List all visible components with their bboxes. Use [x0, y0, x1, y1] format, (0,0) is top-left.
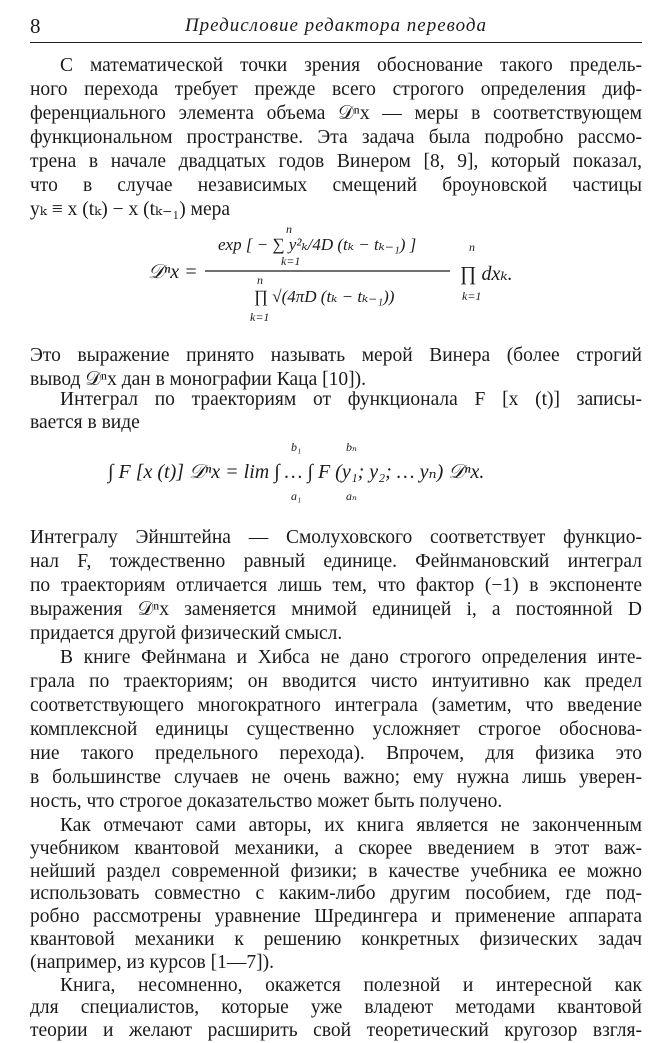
formula-integral: ∫ F [x (t)] 𝒟ⁿx = lim ∫ … ∫ F (y₁; y₂; … yₙ) 𝒟ⁿx.	[108, 461, 485, 483]
text-line: ференциального элемента объема 𝒟ⁿx — меры в соответствующем	[30, 103, 642, 124]
text-line: (например, из курсов [1—7]).	[30, 951, 274, 973]
text-line: что в случае независимых смещений броуновской частицы	[30, 175, 642, 196]
text-line: для специалистов, которые уже владеют методами квантовой	[30, 997, 642, 1019]
text-line: комплексной единицы существенно усложняет строгое обоснова-	[30, 719, 642, 740]
page-number: 8	[30, 14, 41, 38]
text-line: Книга, несомненно, окажется полезной и интересной как	[60, 974, 642, 996]
text-line: теории и желают расширить свой теоретический кругозор взгля-	[30, 1020, 642, 1042]
page-header	[30, 12, 642, 43]
text-line: вается в виде	[30, 412, 140, 433]
text-line: Как отмечают сами авторы, их книга является не законченным	[60, 815, 642, 836]
text-line: функциональном пространстве. Эта задача была подробно рассмо-	[30, 127, 642, 148]
text-line: С математической точки зрения обоснование такого предель-	[60, 55, 642, 76]
prod-upper-limit: n	[257, 273, 263, 287]
path-integral-formula	[0, 438, 666, 504]
text-line: выражения 𝒟ⁿx заменяется мнимой единицей i, а постоянной D	[30, 599, 642, 620]
text-line: робно рассмотрены уравнение Шредингера и применение аппарата	[30, 906, 642, 928]
text-line: трена в начале двадцатых годов Винером [8, 9], который показал,	[30, 151, 642, 172]
text-line: ность, что строгое доказательство может быть получено.	[30, 791, 503, 812]
formula-lhs: 𝒟ⁿx =	[148, 261, 198, 283]
text-line: в большинстве случаев не очень важно; ему нужна лишь уверен-	[30, 767, 642, 788]
upper-limit-bn: bₙ	[346, 440, 357, 454]
text-line: придается другой физический смысл.	[30, 623, 343, 644]
outer-prod-upper: n	[469, 240, 475, 254]
text-line: грала по траекториям; он вводится чисто интуитивно как предел	[30, 671, 642, 692]
text-line: ного перехода требует прежде всего строгого определения диф-	[30, 79, 642, 100]
text-line: квантовой механики к решению конкретных физических задач	[30, 929, 642, 950]
upper-limit-b1: b₁	[291, 440, 302, 454]
wiener-measure-formula	[0, 220, 666, 330]
text-line: нейший раздел современной физики; в качестве учебника ее можно	[30, 860, 642, 882]
formula-numerator: exp [ − ∑ y²ₖ/4D (tₖ − tₖ₋₁) ]	[218, 235, 417, 254]
text-line: Это выражение принято называть мерой Винера (более строгий	[30, 345, 642, 366]
text-line: ние такого предельного перехода). Впрочем, для физика это	[30, 743, 642, 764]
formula-denominator: ∏ √(4πD (tₖ − tₖ₋₁))	[254, 287, 395, 306]
formula-product: ∏ dxₖ.	[460, 263, 513, 285]
outer-prod-lower: k=1	[462, 289, 482, 303]
text-line: В книге Фейнмана и Хибса не дано строгого определения инте-	[60, 647, 642, 668]
text-line: соответствующего многократного интеграла (заметим, что введение	[30, 695, 642, 716]
prod-lower-limit: k=1	[250, 310, 270, 324]
sum-lower-limit: k=1	[281, 254, 301, 268]
running-head: Предисловие редактора перевода	[184, 15, 488, 36]
text-line: использовать совместно с каким-либо другим пособием, где под-	[30, 883, 642, 905]
lower-limit-an: aₙ	[346, 489, 357, 503]
text-line: вывод 𝒟ⁿx дан в монографии Каца [10]).	[30, 369, 366, 390]
text-line: по траекториям отличается лишь тем, что фактор (−1) в экспоненте	[30, 575, 642, 596]
lower-limit-a1: a₁	[291, 489, 302, 503]
text-line: Интеграл по траекториям от функционала F [x (t)] записы-	[60, 389, 642, 410]
text-line: yₖ ≡ x (tₖ) − x (tₖ₋₁) мера	[30, 199, 231, 220]
text-line: Интегралу Эйнштейна — Смолуховского соответствует функцио-	[30, 527, 642, 548]
text-line: нал F, тождественно равный единице. Фейнмановский интеграл	[30, 551, 642, 572]
sum-upper-limit: n	[286, 222, 292, 236]
text-line: учебником квантовой механики, а скорее введением в этот важ-	[30, 837, 642, 859]
